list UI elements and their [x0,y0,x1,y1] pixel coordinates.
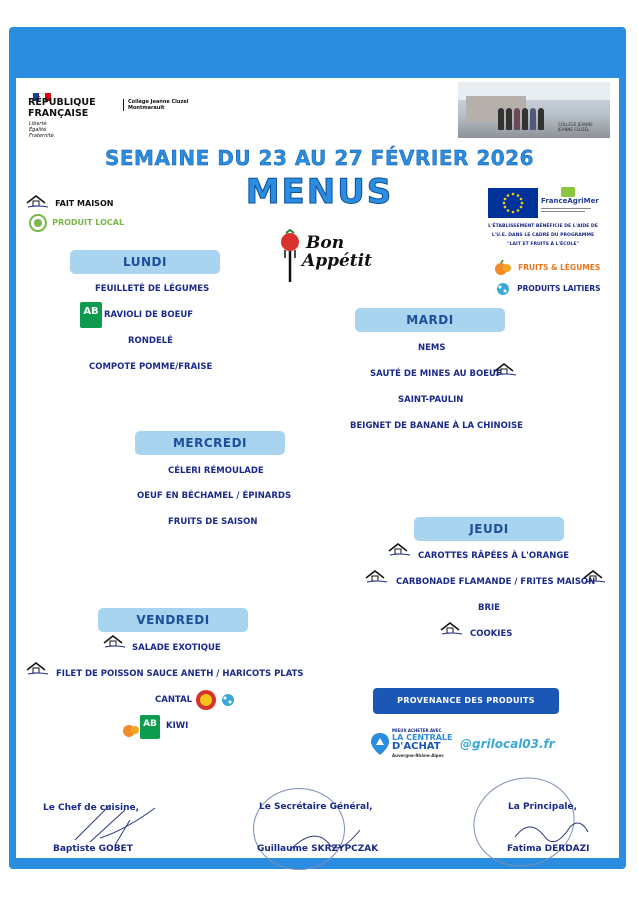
fruits-icon [493,260,513,276]
mardi-item-3: SAINT-PAULIN [398,395,464,405]
menus-title: MENUS [245,172,394,212]
house-icon [494,363,518,377]
mercredi-item-2: OEUF EN BÉCHAMEL / ÉPINARDS [137,491,292,501]
bon-text: Bon [306,233,345,253]
eu-note-1: L'ÉTABLISSEMENT BÉNÉFICIE DE L'AIDE DE [488,224,598,229]
franceagrimer-logo [541,187,607,221]
provenance-title: PROVENANCE DES PRODUITS [373,688,559,714]
rf-line2: FRANÇAISE [28,108,89,119]
mercredi-item-3: FRUITS DE SAISON [168,517,258,527]
legend-produit-local-label: PRODUIT LOCAL [52,218,125,227]
agrilocal-logo: @grilocal03.fr [460,737,555,751]
bon-appetit-logo [276,228,372,286]
legend-produits-laitiers [494,281,601,301]
rf-motto1: Liberté [29,121,47,127]
legend-fait-maison-label: FAIT MAISON [55,199,114,208]
house-icon [103,635,127,649]
chef-title: Le Chef de cuisine, [43,803,140,813]
legend-fruits-legumes-label: FRUITS & LÉGUMES [518,263,601,272]
centrale-line1: MIEUX ACHETER AVEC [392,728,442,733]
franceagrimer-text: FranceAgriMer [541,197,599,205]
legend-produit-local [29,214,124,236]
eu-note-2: L'U.E. DANS LE CADRE DU PROGRAMME [491,233,595,238]
day-header-lundi: LUNDI [70,250,220,274]
ab-organic-icon [80,302,102,328]
vendredi-item-2: FILET DE POISSON SAUCE ANETH / HARICOTS PLATS [56,669,304,679]
vendredi-item-3: CANTAL [155,695,193,705]
local-product-icon [29,214,47,232]
eu-note-3: "LAIT ET FRUITS À L'ÉCOLE" [507,242,579,247]
legend-produits-laitiers-label: PRODUITS LAITIERS [517,284,601,293]
legend-fait-maison [26,191,113,210]
jeudi-item-4: COOKIES [470,629,513,639]
rf-divider [123,99,124,111]
photo-caption-1: COLLEGE JEANNE [558,122,593,127]
mardi-item-4: BEIGNET DE BANANE À LA CHINOISE [350,421,523,431]
sg-name: Guillaume SKRZYPCZAK [257,844,379,854]
day-header-vendredi: VENDREDI [98,608,248,632]
location-pin-icon [370,732,390,756]
centrale-achat-logo [370,728,455,762]
dairy-icon [494,281,512,297]
rf-motto3: Fraternité [29,133,54,139]
centrale-line3: D'ACHAT [392,741,441,752]
house-icon [583,570,607,584]
mercredi-item-1: CÉLERI RÉMOULADE [168,466,264,476]
eu-flag [488,188,538,218]
week-title: SEMAINE DU 23 AU 27 FÉVRIER 2026 [104,146,535,170]
centrale-line2: LA CENTRALE [392,733,453,742]
legend-fruits-legumes [493,260,600,280]
ab-text: AB [83,306,99,317]
lundi-item-1: FEUILLETÉ DE LÉGUMES [95,284,210,294]
ab-organic-icon [140,715,160,739]
sg-title: Le Secrétaire Général, [259,802,373,812]
rf-motto2: Égalité [29,127,47,133]
fruits-icon [121,721,141,739]
school-photo [458,82,610,138]
vendredi-item-1: SALADE EXOTIQUE [132,643,221,653]
college-line1: Collège Jeanne Cluzel [128,99,189,105]
house-icon [388,543,412,557]
vendredi-item-4: KIWI [166,721,189,731]
rf-line1: RÉPUBLIQUE [28,97,96,108]
day-header-mercredi: MERCREDI [135,431,285,455]
photo-caption-2: JEANNE CLUZEL [558,127,590,132]
jeudi-item-1: CAROTTES RÂPÉES À L'ORANGE [418,551,570,561]
dairy-icon [219,691,237,709]
signature-sg [285,820,365,860]
aop-label-icon [195,689,217,711]
lundi-item-2: RAVIOLI DE BOEUF [104,310,194,320]
mardi-item-1: NEMS [418,343,446,353]
mardi-item-2: SAUTÉ DE MINES AU BOEUF [370,369,502,379]
college-line2: Montmarault [128,105,165,111]
marianne-logo [33,86,51,94]
lundi-item-4: COMPOTE POMME/FRAISE [89,362,213,372]
principal-title: La Principale, [508,802,578,812]
house-icon [26,662,50,676]
day-header-mardi: MARDI [355,308,505,332]
day-header-jeudi: JEUDI [414,517,564,541]
jeudi-item-2: CARBONADE FLAMANDE / FRITES MAISON [396,577,596,587]
ab-text: AB [143,719,157,729]
appetit-text: Appétit [302,251,372,271]
jeudi-item-3: BRIE [478,603,500,613]
chef-name: Baptiste GOBET [53,844,133,854]
principal-name: Fatima DERDAZI [507,844,590,854]
house-icon [26,195,50,209]
house-icon [440,622,464,636]
lundi-item-3: RONDELÉ [128,336,173,346]
house-icon [365,570,389,584]
centrale-line4: Auvergne-Rhône-Alpes [392,753,444,758]
